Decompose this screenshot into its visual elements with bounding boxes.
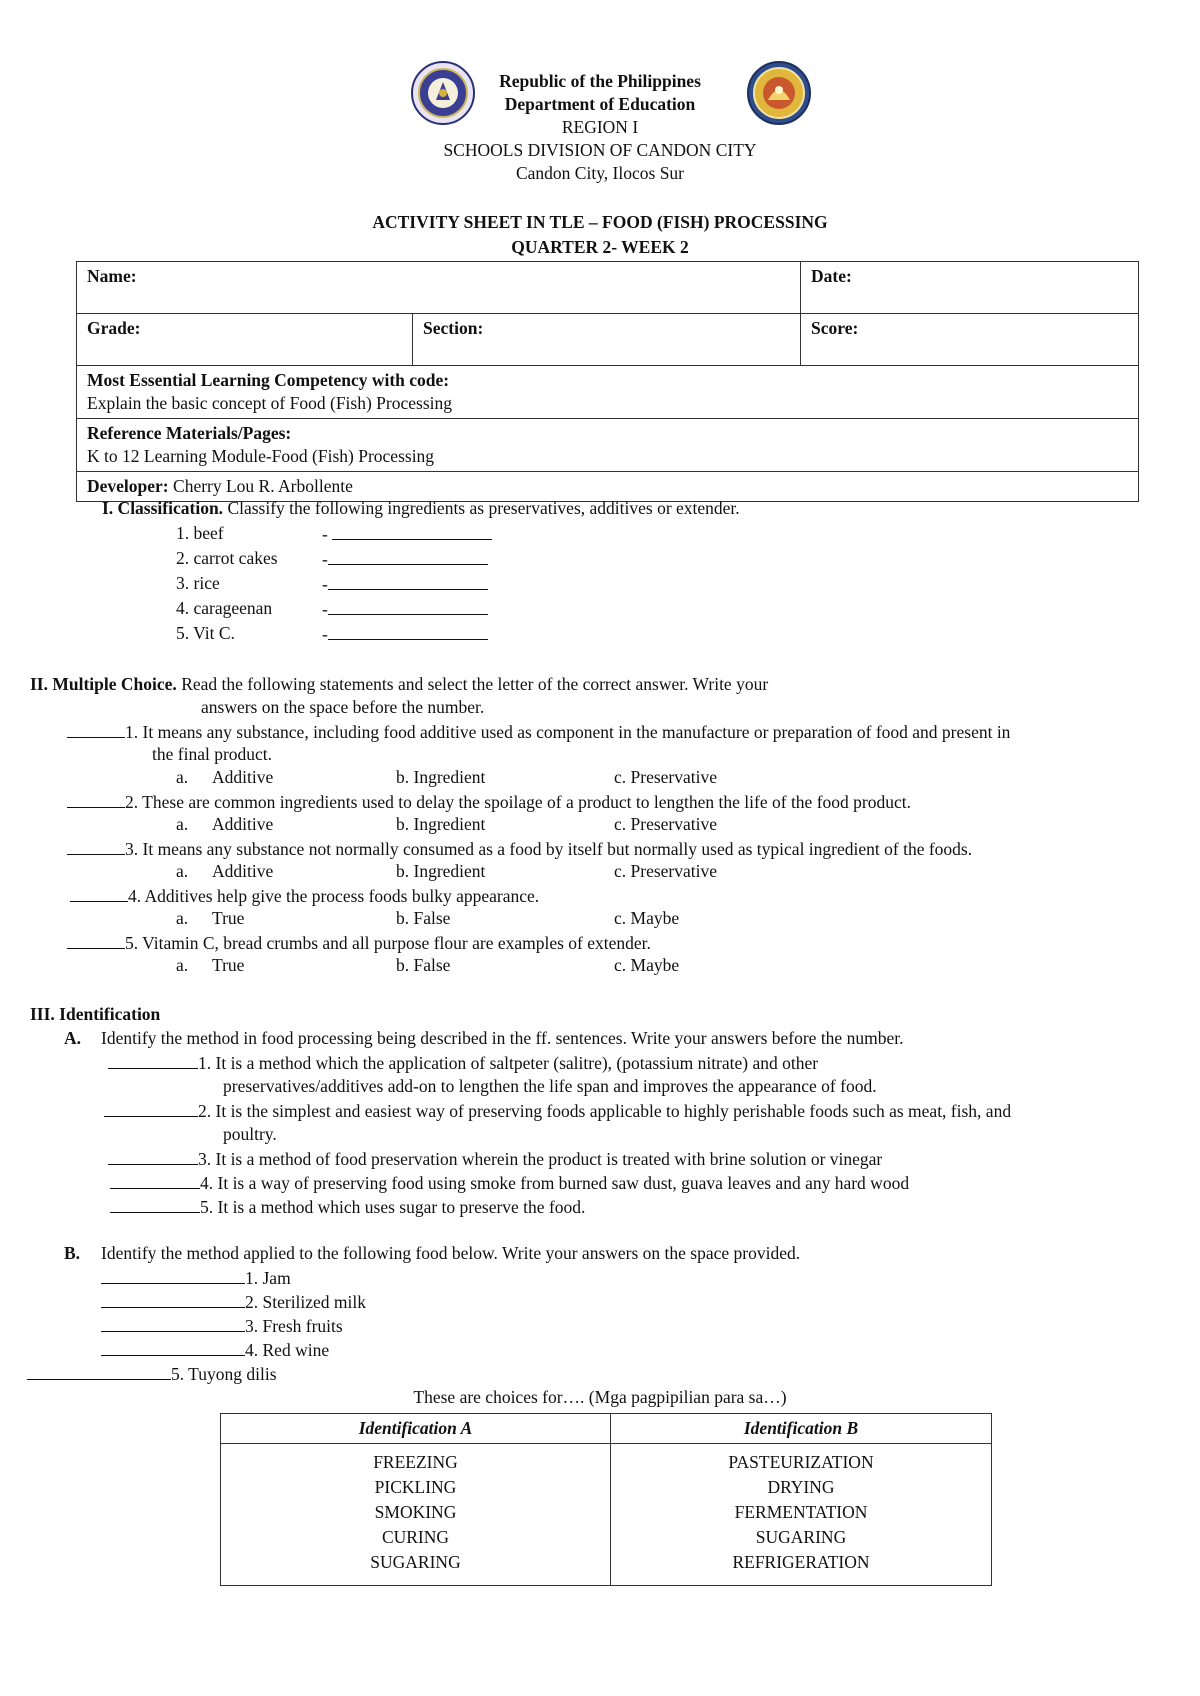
choice-b-item: REFRIGERATION <box>732 1552 870 1572</box>
choice-a: Additive <box>212 814 274 834</box>
ident-b-item-1: 1. Jam <box>101 1266 291 1290</box>
answer-blank[interactable] <box>101 1338 245 1356</box>
part2-instruction: II. Multiple Choice. Read the following statements and select the letter of the correct answer. Write your <box>30 674 769 694</box>
header-region: REGION I <box>561 117 639 137</box>
choice-a: True <box>212 908 245 928</box>
part1-item: 5. Vit C. <box>176 623 235 643</box>
ident-a-item-1-cont: preservatives/additives add-on to lengthen the life span and improves the appearance of food. <box>223 1076 877 1096</box>
part1-item: 3. rice <box>176 573 220 593</box>
mc-question-4: 4. Additives help give the process foods bulky appearance. <box>70 884 539 908</box>
answer-blank[interactable] <box>101 1290 245 1308</box>
choices-caption: These are choices for…. (Mga pagpipilian para sa…) <box>413 1387 787 1407</box>
choice-c: c. Preservative <box>614 767 718 787</box>
choice-b-item: PASTEURIZATION <box>728 1452 874 1472</box>
ident-b-item-4: 4. Red wine <box>101 1338 329 1362</box>
part1-answer[interactable]: - <box>322 622 488 646</box>
choice-a-letter: a. <box>176 955 189 975</box>
choice-b: b. Ingredient <box>396 861 486 881</box>
choice-a-item: SUGARING <box>370 1552 461 1572</box>
choice-c: c. Maybe <box>614 908 680 928</box>
answer-blank[interactable] <box>67 790 125 808</box>
choice-a-item: CURING <box>381 1527 450 1547</box>
choice-b-item: SUGARING <box>755 1527 847 1547</box>
header-division: SCHOOLS DIVISION OF CANDON CITY <box>443 140 757 160</box>
choices-col-b-header: Identification B <box>611 1414 992 1444</box>
choice-a: Additive <box>212 767 274 787</box>
choice-a-letter: a. <box>176 767 189 787</box>
part3-a-instruction: A. Identify the method in food processing being described in the ff. sentences. Write your answers before the number. <box>64 1028 904 1048</box>
header-city: Candon City, Ilocos Sur <box>515 163 685 183</box>
part1-item: 4. carageenan <box>176 598 273 618</box>
mc-question-1-cont: the final product. <box>152 744 273 764</box>
choice-c: c. Maybe <box>614 955 680 975</box>
ident-b-item-2: 2. Sterilized milk <box>101 1290 366 1314</box>
ident-b-item-5: 5. Tuyong dilis <box>27 1362 277 1386</box>
choices-table <box>220 1413 992 1586</box>
part1-answer[interactable]: - <box>322 597 488 621</box>
part3-b-instruction: B. Identify the method applied to the following food below. Write your answers on the space provided. <box>64 1243 801 1263</box>
part1-item: 2. carrot cakes <box>176 548 278 568</box>
mc-question-1: 1. It means any substance, including food additive used as component in the manufacture or preparation of food and present in <box>67 720 1010 744</box>
choice-a-letter: a. <box>176 908 189 928</box>
answer-blank[interactable] <box>70 884 128 902</box>
choice-a-item: SMOKING <box>374 1502 457 1522</box>
part2-instruction-cont: answers on the space before the number. <box>201 697 485 717</box>
choice-a-item: PICKLING <box>374 1477 457 1497</box>
choices-col-a-header: Identification A <box>221 1414 611 1444</box>
answer-blank[interactable] <box>104 1099 198 1117</box>
name-field[interactable]: Name: <box>77 262 801 314</box>
ident-a-item-1: 1. It is a method which the application of saltpeter (salitre), (potassium nitrate) and other <box>108 1051 818 1075</box>
part1-instruction: I. Classification. Classify the following ingredients as preservatives, additives or extender. <box>102 498 740 518</box>
developer-label: Developer: <box>87 476 169 496</box>
choice-a: True <box>212 955 245 975</box>
choice-a-letter: a. <box>176 814 189 834</box>
part3-heading: III. Identification <box>30 1004 161 1024</box>
part1-answer[interactable]: - <box>322 522 492 546</box>
choice-b: b. False <box>396 908 451 928</box>
choice-a: Additive <box>212 861 274 881</box>
reference-cell <box>77 419 1139 472</box>
header-department: Department of Education <box>504 94 696 114</box>
developer-value: Cherry Lou R. Arbollente <box>173 476 353 496</box>
ident-a-item-4: 4. It is a way of preserving food using smoke from burned saw dust, guava leaves and any hard wood <box>110 1171 909 1195</box>
choice-b: b. Ingredient <box>396 814 486 834</box>
answer-blank[interactable] <box>67 931 125 949</box>
choice-a-letter: a. <box>176 861 189 881</box>
sheet-subtitle: QUARTER 2- WEEK 2 <box>511 237 689 257</box>
part1-answer[interactable]: - <box>322 547 488 571</box>
student-info-table <box>76 261 1139 502</box>
mc-question-5: 5. Vitamin C, bread crumbs and all purpose flour are examples of extender. <box>67 931 651 955</box>
header-republic: Republic of the Philippines <box>499 71 701 91</box>
section-field[interactable]: Section: <box>413 314 801 366</box>
answer-blank[interactable] <box>101 1266 245 1284</box>
part1-item: 1. beef <box>176 523 224 543</box>
answer-blank[interactable] <box>108 1147 198 1165</box>
answer-blank[interactable] <box>67 837 125 855</box>
ident-a-item-3: 3. It is a method of food preservation wherein the product is treated with brine solution or vinegar <box>108 1147 882 1171</box>
answer-blank[interactable] <box>110 1195 200 1213</box>
choice-b: b. False <box>396 955 451 975</box>
answer-blank[interactable] <box>67 720 125 738</box>
choices-col-a <box>221 1444 611 1586</box>
ident-a-item-2-cont: poultry. <box>223 1124 277 1144</box>
mc-question-2: 2. These are common ingredients used to delay the spoilage of a product to lengthen the life of the food product. <box>67 790 911 814</box>
ident-a-item-5: 5. It is a method which uses sugar to preserve the food. <box>110 1195 585 1219</box>
sheet-title: ACTIVITY SHEET IN TLE – FOOD (FISH) PROCESSING <box>372 212 828 232</box>
ident-b-item-3: 3. Fresh fruits <box>101 1314 343 1338</box>
score-field[interactable]: Score: <box>801 314 1139 366</box>
reference-label: Reference Materials/Pages: <box>87 423 292 443</box>
choice-c: c. Preservative <box>614 814 718 834</box>
choices-col-b <box>611 1444 992 1586</box>
choice-a-item: FREEZING <box>373 1452 458 1472</box>
answer-blank[interactable] <box>108 1051 198 1069</box>
mc-question-3: 3. It means any substance not normally consumed as a food by itself but normally used as typical ingredient of the foods. <box>67 837 972 861</box>
ident-a-item-2: 2. It is the simplest and easiest way of preserving foods applicable to highly perishable foods such as meat, fish, and <box>104 1099 1011 1123</box>
part1-answer[interactable]: - <box>322 572 488 596</box>
choice-c: c. Preservative <box>614 861 718 881</box>
answer-blank[interactable] <box>27 1362 171 1380</box>
melc-cell <box>77 366 1139 419</box>
melc-label: Most Essential Learning Competency with code: <box>87 370 450 390</box>
answer-blank[interactable] <box>110 1171 200 1189</box>
choice-b-item: FERMENTATION <box>734 1502 868 1522</box>
date-field[interactable]: Date: <box>801 262 1139 314</box>
grade-field[interactable]: Grade: <box>77 314 413 366</box>
melc-value: Explain the basic concept of Food (Fish) Processing <box>87 393 453 413</box>
choice-b-item: DRYING <box>767 1477 835 1497</box>
answer-blank[interactable] <box>101 1314 245 1332</box>
choice-b: b. Ingredient <box>396 767 486 787</box>
reference-value: K to 12 Learning Module-Food (Fish) Processing <box>87 446 435 466</box>
